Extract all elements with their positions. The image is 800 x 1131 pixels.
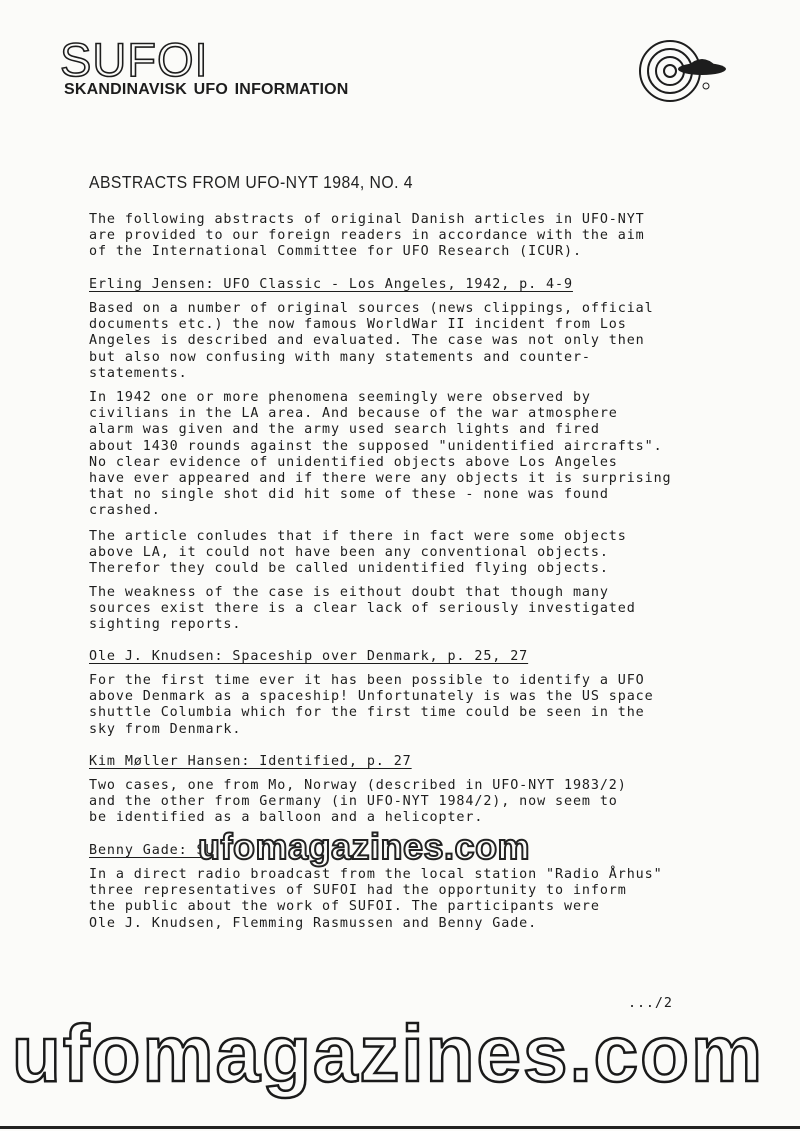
article-paragraph: In a direct radio broadcast from the local station "Radio Århus" three representatives of SUFOI had the opportunity to inform the public about the work of SUFOI. The participants were Ole J. Knudsen, Flemming Rasmussen and Benny Gade. bbox=[89, 867, 663, 931]
article-paragraph: The weakness of the case is eithout doubt that though many sources exist there is a clear lack of seriously investigated sighting reports. bbox=[89, 585, 636, 633]
intro-paragraph: The following abstracts of original Danish articles in UFO-NYT are provided to our foreign readers in accordance with the aim of the International Committee for UFO Research (ICUR). bbox=[89, 212, 645, 260]
article-paragraph: The article conludes that if there in fact were some objects above LA, it could not have been any conventional objects. Therefor they could be called unidentified flying objects. bbox=[89, 529, 627, 577]
article-paragraph: For the first time ever it has been possible to identify a UFO above Denmark as a spaceship! Unfortunately is was the US space shuttle Columbia which for the first time could be seen in the sky from Denmark. bbox=[89, 673, 654, 737]
footer-watermark: ufomagazines.com bbox=[12, 1009, 765, 1098]
sufoi-logo: SUFOI bbox=[60, 33, 209, 86]
article-paragraph: Based on a number of original sources (news clippings, official documents etc.) the now famous WorldWar II incident from Los Angeles is described and evaluated. The case was not only then but also now confusing with many statements and counter- statements. bbox=[89, 301, 654, 381]
article-heading: Kim Møller Hansen: Identified, p. 27 bbox=[89, 754, 412, 769]
watermark-text: ufomagazines.com bbox=[198, 826, 531, 867]
page-number: .../2 bbox=[628, 996, 673, 1011]
article-heading: Benny Gade: SU bbox=[89, 843, 215, 858]
bottom-divider bbox=[0, 1126, 800, 1129]
article-paragraph: In 1942 one or more phenomena seemingly were observed by civilians in the LA area. And because of the war atmosphere alarm was given and the army used search lights and fired about 1430 rounds against the supposed "unidentified aircrafts". No clear evidence of unidentified objects above Los Angeles have ever appeared and if there were any objects it is surprising that no single shot did hit some of these - none was found crashed. bbox=[89, 390, 672, 519]
ufo-target-emblem-icon bbox=[636, 36, 732, 106]
article-paragraph: Two cases, one from Mo, Norway (described in UFO-NYT 1983/2) and the other from Germany (in UFO-NYT 1984/2), now seem to be identified as a balloon and a helicopter. bbox=[89, 778, 627, 826]
article-heading: Erling Jensen: UFO Classic - Los Angeles, 1942, p. 4-9 bbox=[89, 277, 573, 292]
document-title: ABSTRACTS FROM UFO-NYT 1984, NO. 4 bbox=[89, 172, 413, 192]
article-heading: Ole J. Knudsen: Spaceship over Denmark, p. 25, 27 bbox=[89, 649, 529, 664]
organization-name: SKANDINAVISK UFO INFORMATION bbox=[64, 81, 349, 98]
